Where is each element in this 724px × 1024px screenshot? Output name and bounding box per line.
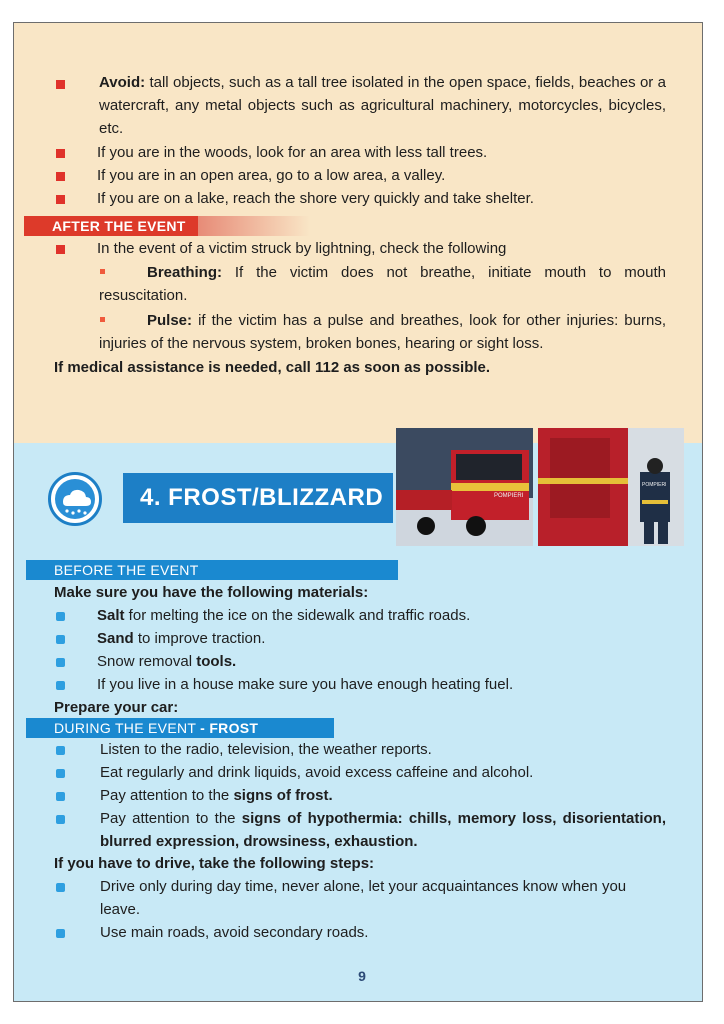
- blue-square-bullet-icon: [56, 929, 65, 938]
- blue-square-bullet-icon: [56, 792, 65, 801]
- red-square-bullet-icon: [56, 149, 65, 158]
- after-event-intro: In the event of a victim struck by lightning, check the following: [97, 240, 507, 257]
- fire-truck-photo: [396, 428, 533, 546]
- pulse-item: Pulse: if the victim has a pulse and breathes, look for other injuries: burns, injuries of the nervous system, broken bones, hearing or sight loss.: [99, 312, 666, 352]
- during-event-heading: DURING THE EVENT - FROST: [26, 718, 334, 738]
- emergency-call-note: If medical assistance is needed, call 112 as soon as possible.: [54, 359, 491, 376]
- blue-square-bullet-icon: [56, 681, 65, 690]
- list-item: Drive only during day time, never alone, let your acquaintances know when you leave.: [100, 878, 627, 918]
- list-item: Eat regularly and drink liquids, avoid excess caffeine and alcohol.: [100, 764, 534, 781]
- list-item: If you are in an open area, go to a low area, a valley.: [97, 167, 446, 184]
- blue-square-bullet-icon: [56, 746, 65, 755]
- hypothermia-item: Pay attention to the signs of hypothermia: chills, memory loss, disorientation, blurred expression, drowsiness, exhaustion.: [100, 810, 666, 850]
- tools-item: Snow removal tools.: [97, 653, 237, 670]
- red-square-bullet-icon: [56, 80, 65, 89]
- after-event-heading: AFTER THE EVENT: [24, 216, 198, 236]
- blue-square-bullet-icon: [56, 612, 65, 621]
- blue-square-bullet-icon: [56, 635, 65, 644]
- sand-item: Sand to improve traction.: [97, 630, 266, 647]
- truck-label: POMPIERI: [494, 493, 524, 499]
- snow-cloud-icon: [48, 472, 102, 526]
- list-item: If you are on a lake, reach the shore very quickly and take shelter.: [97, 190, 534, 207]
- heating-fuel-item: If you live in a house make sure you have enough heating fuel.: [97, 676, 514, 693]
- materials-heading: Make sure you have the following materials:: [54, 584, 369, 601]
- breathing-item: Breathing: If the victim does not breathe, initiate mouth to mouth resuscitation.: [99, 264, 666, 304]
- list-item: If you are in the woods, look for an area with less tall trees.: [97, 144, 488, 161]
- blue-square-bullet-icon: [56, 883, 65, 892]
- heading-fade: [198, 216, 310, 236]
- page-number: 9: [358, 968, 366, 984]
- before-event-heading: BEFORE THE EVENT: [26, 560, 398, 580]
- signs-of-frost-item: Pay attention to the signs of frost.: [100, 787, 333, 804]
- list-item: Listen to the radio, television, the weather reports.: [100, 741, 432, 758]
- red-square-bullet-icon: [56, 245, 65, 254]
- frost-blizzard-title: 4. FROST/BLIZZARD: [123, 473, 393, 523]
- blue-square-bullet-icon: [56, 815, 65, 824]
- prepare-car-heading: Prepare your car:: [54, 699, 179, 716]
- blue-square-bullet-icon: [56, 769, 65, 778]
- jacket-label: POMPIERI: [642, 482, 667, 488]
- salt-item: Salt for melting the ice on the sidewalk and traffic roads.: [97, 607, 471, 624]
- avoid-item: Avoid: tall objects, such as a tall tree isolated in the open space, fields, beaches or a watercraft, any metal objects such as agricultural machinery, motorcycles, bicycles, etc.: [99, 74, 666, 137]
- red-square-bullet-icon: [56, 172, 65, 181]
- blue-square-bullet-icon: [56, 658, 65, 667]
- drive-heading: If you have to drive, take the following steps:: [54, 855, 375, 872]
- red-square-bullet-icon: [56, 195, 65, 204]
- firefighter-photo: [538, 428, 684, 546]
- list-item: Use main roads, avoid secondary roads.: [100, 924, 369, 941]
